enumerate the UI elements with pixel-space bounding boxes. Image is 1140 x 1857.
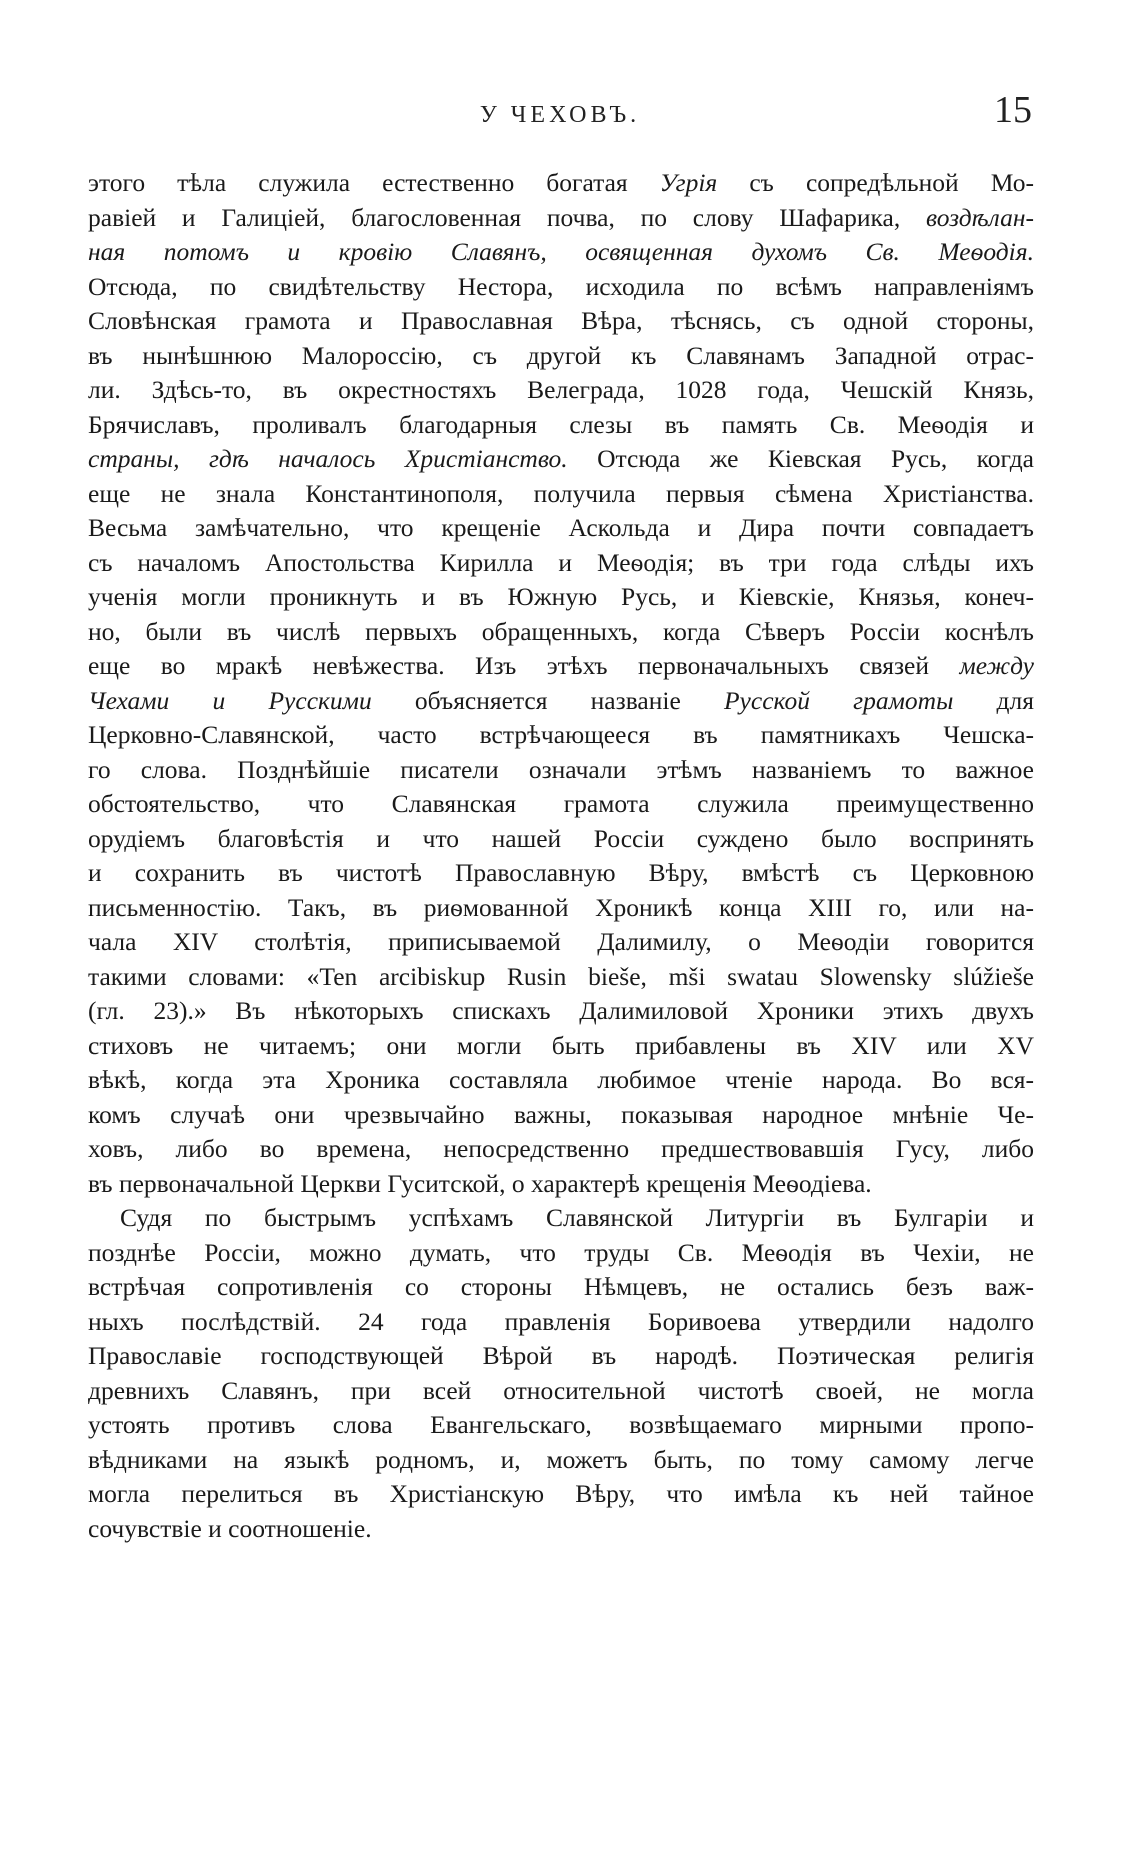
text-line xyxy=(88,615,1034,650)
text-line xyxy=(88,1236,1034,1271)
text-run: Отсюда же Кіевская Русь, когда xyxy=(567,444,1034,473)
text-line xyxy=(88,1477,1034,1512)
text-run: въ первоначальной Церкви Гуситской, о характерѣ крещенія Меѳодіева. xyxy=(88,1168,872,1198)
text-run: встрѣчая сопротивленія со стороны Нѣмцевъ, не остались безъ важ- xyxy=(88,1272,1034,1301)
text-run: Судя по быстрымъ успѣхамъ Славянской Литургіи въ Булгаріи и xyxy=(120,1203,1034,1232)
text-line xyxy=(88,1443,1034,1478)
text-run: письменностію. Такъ, въ риѳмованной Хроникѣ конца XIII го, или на- xyxy=(88,892,1034,922)
body-text xyxy=(88,166,1034,1546)
text-run: обстоятельство, что Славянская грамота служила преимущественно xyxy=(88,789,1034,818)
text-line xyxy=(88,408,1034,443)
italic-run: между xyxy=(959,651,1034,680)
text-line xyxy=(88,822,1034,857)
text-run: Православіе господствующей Вѣрой въ народѣ. Поэтическая религія xyxy=(88,1341,1034,1370)
italic-run: воздѣлан- xyxy=(926,202,1034,232)
text-line xyxy=(88,1374,1034,1409)
text-run: го слова. Позднѣйшіе писатели означали этѣмъ названіемъ то важное xyxy=(88,754,1034,784)
text-line xyxy=(88,1098,1034,1133)
text-line xyxy=(88,1132,1034,1167)
text-line xyxy=(88,1270,1034,1305)
text-line xyxy=(88,1339,1034,1374)
text-line xyxy=(88,201,1034,236)
text-line xyxy=(88,960,1034,995)
text-line xyxy=(88,1305,1034,1340)
text-line xyxy=(88,1063,1034,1098)
text-run: но, были въ числѣ первыхъ обращенныхъ, когда Сѣверъ Россіи коснѣлъ xyxy=(88,616,1034,646)
text-run: комъ случаѣ они чрезвычайно важны, показывая народное мнѣніе Че- xyxy=(88,1099,1034,1129)
text-line xyxy=(88,1201,1034,1236)
page-number: 15 xyxy=(994,89,1032,131)
text-line xyxy=(88,1029,1034,1064)
text-run: такими словами: «Ten arcibiskup Rusin bieše, mši swatau Slowensky slúžieše xyxy=(88,961,1034,991)
text-line xyxy=(88,235,1034,270)
text-line xyxy=(88,856,1034,891)
text-run: еще во мракѣ невѣжества. Изъ этѣхъ первоначальныхъ связей xyxy=(88,651,960,680)
text-run: Брячиславъ, проливалъ благодарныя слезы въ память Св. Меѳодія и xyxy=(88,409,1034,439)
text-line xyxy=(88,373,1034,408)
text-run: вѣкѣ, когда эта Хроника составляла любимое чтеніе народа. Во вся- xyxy=(88,1065,1034,1094)
text-line xyxy=(88,891,1034,926)
text-run: (гл. 23).» Въ нѣкоторыхъ спискахъ Далимиловой Хроники этихъ двухъ xyxy=(88,996,1034,1025)
paragraph xyxy=(88,1201,1034,1546)
text-line xyxy=(88,270,1034,305)
text-run: вѣдниками на языкѣ родномъ, и, можетъ быть, по тому самому легче xyxy=(88,1444,1034,1474)
italic-run: Угрія xyxy=(659,168,718,197)
text-run: Церковно-Славянской, часто встрѣчающееся въ памятникахъ Чешска- xyxy=(88,720,1034,749)
text-run: и сохранить въ чистотѣ Православную Вѣру, вмѣстѣ съ Церковною xyxy=(88,858,1034,887)
text-run: могла перелиться въ Христіанскую Вѣру, что имѣла къ ней тайное xyxy=(88,1479,1034,1508)
text-line xyxy=(88,1167,1034,1202)
text-line xyxy=(88,649,1034,684)
italic-run: ная потомъ и кровію Славянъ, освященная духомъ Св. Меѳодія. xyxy=(88,237,1034,266)
italic-run: Русской грамоты xyxy=(723,685,954,715)
italic-run: Чехами и Русскими xyxy=(88,685,372,715)
text-run: сочувствіе и соотношеніе. xyxy=(88,1513,372,1543)
text-line xyxy=(88,580,1034,615)
text-run: позднѣе Россіи, можно думать, что труды Св. Меѳодія въ Чехіи, не xyxy=(88,1237,1034,1267)
text-line xyxy=(88,477,1034,512)
text-run: Отсюда, по свидѣтельству Нестора, исходила по всѣмъ направленіямъ xyxy=(88,271,1034,301)
text-line xyxy=(88,442,1034,477)
text-line xyxy=(88,684,1034,719)
paragraph xyxy=(88,166,1034,1201)
text-line xyxy=(88,925,1034,960)
text-run: съ началомъ Апостольства Кирилла и Меѳодія; въ три года слѣды ихъ xyxy=(88,547,1034,577)
text-line xyxy=(88,1512,1034,1547)
text-run: ученія могли проникнуть и въ Южную Русь, и Кіевскіе, Князья, конеч- xyxy=(88,582,1034,611)
text-run: еще не знала Константинополя, получила первыя сѣмена Христіанства. xyxy=(88,478,1034,508)
text-line xyxy=(88,166,1034,201)
text-run: стиховъ не читаемъ; они могли быть прибавлены въ XIV или XV xyxy=(88,1030,1034,1060)
text-line xyxy=(88,1408,1034,1443)
text-run: древнихъ Славянъ, при всей относительной чистотѣ своей, не могла xyxy=(88,1375,1034,1405)
text-run: этого тѣла служила естественно богатая xyxy=(88,168,660,197)
text-run: устоять противъ слова Евангельскаго, возвѣщаемаго мирными пропо- xyxy=(88,1410,1034,1439)
text-line xyxy=(88,787,1034,822)
running-head xyxy=(88,88,1032,136)
text-run: Словѣнская грамота и Православная Вѣра, тѣснясь, съ одной стороны, xyxy=(88,306,1034,335)
text-run: съ сопредѣльной Мо- xyxy=(717,168,1034,197)
text-run: равіей и Галиціей, благословенная почва, по слову Шафарика, xyxy=(88,202,926,232)
text-run: объясняется названіе xyxy=(371,685,724,715)
text-run: для xyxy=(953,685,1034,715)
text-line xyxy=(88,546,1034,581)
running-title: У ЧЕХОВЪ. xyxy=(479,102,641,128)
text-run: орудіемъ благовѣстія и что нашей Россіи суждено было воспринять xyxy=(88,823,1034,853)
text-line xyxy=(88,511,1034,546)
text-run: въ нынѣшнюю Малороссію, съ другой къ Славянамъ Западной отрас- xyxy=(88,340,1034,370)
text-run: Весьма замѣчательно, что крещеніе Аскольда и Дира почти совпадаетъ xyxy=(88,513,1034,542)
italic-run: страны, гдѣ началось Христіанство. xyxy=(88,444,568,473)
text-run: ныхъ послѣдствій. 24 года правленія Боривоева утвердили надолго xyxy=(88,1306,1034,1336)
text-run: чала XIV столѣтія, приписываемой Далимилу, о Меѳодіи говорится xyxy=(88,927,1034,956)
text-line xyxy=(88,304,1034,339)
text-line xyxy=(88,718,1034,753)
text-line xyxy=(88,753,1034,788)
text-run: ховъ, либо во времена, непосредственно предшествовавшія Гусу, либо xyxy=(88,1134,1034,1163)
text-run: ли. Здѣсь-то, въ окрестностяхъ Велеграда, 1028 года, Чешскій Князь, xyxy=(88,375,1034,404)
text-line xyxy=(88,339,1034,374)
text-line xyxy=(88,994,1034,1029)
